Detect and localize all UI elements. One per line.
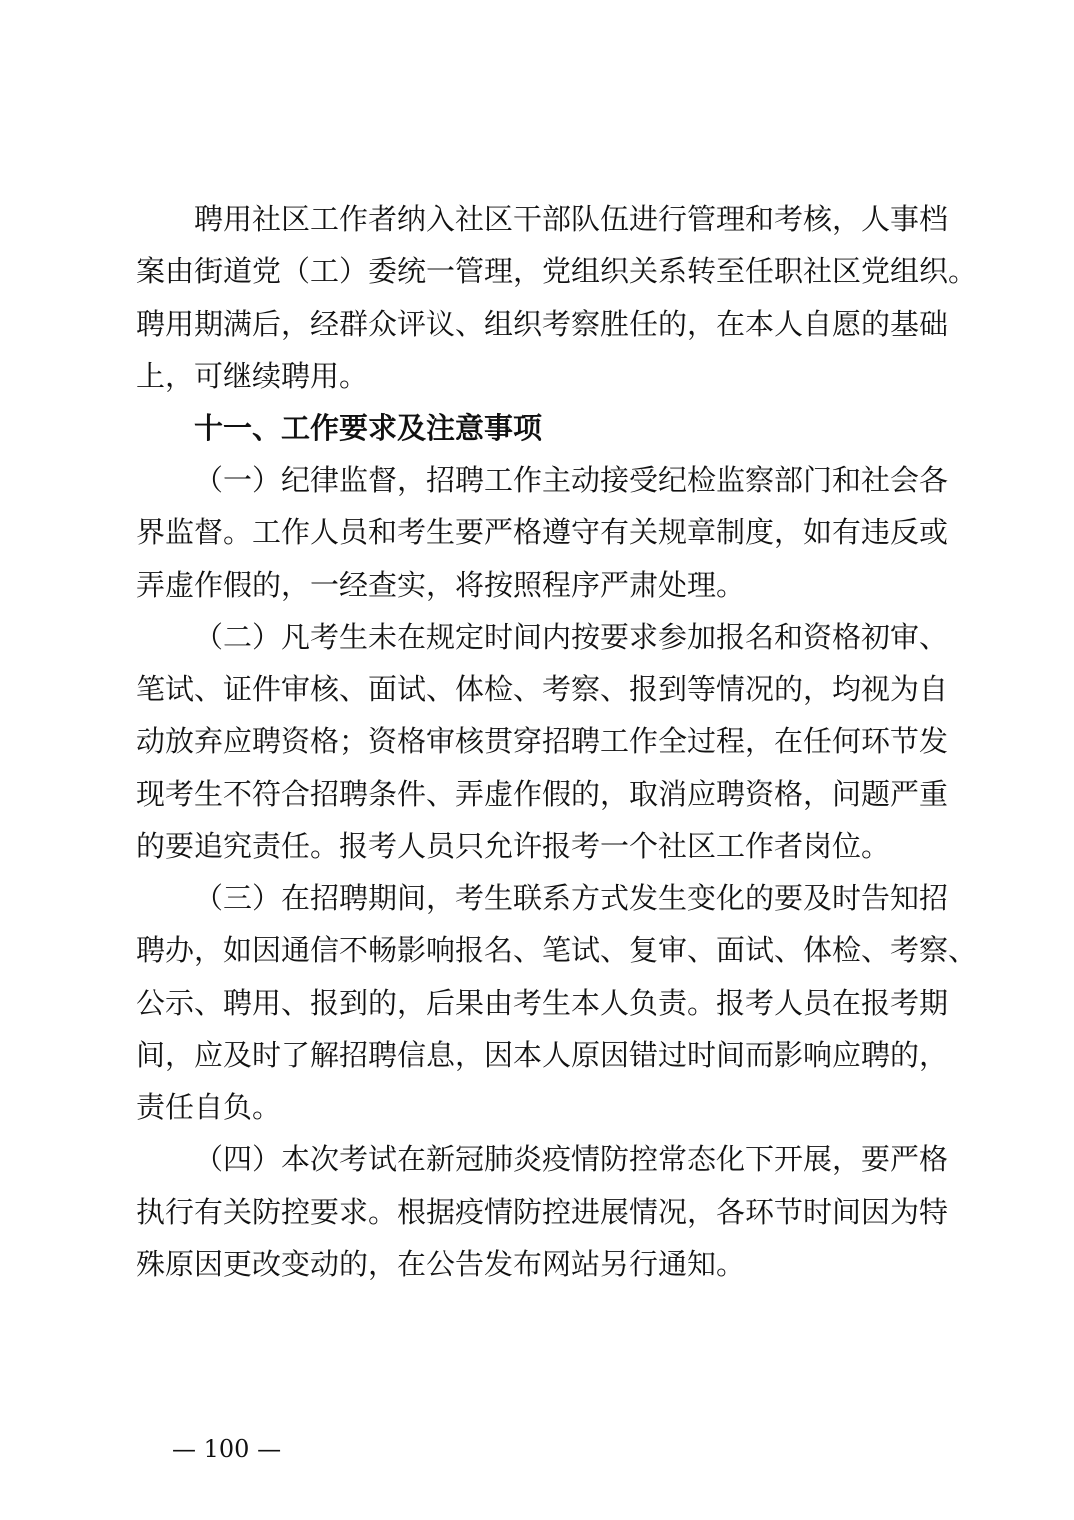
- item-2-line-4: 现考生不符合招聘条件、弄虚作假的，取消应聘资格，问题严重: [136, 777, 949, 811]
- item-2-line-3: 动放弃应聘资格；资格审核贯穿招聘工作全过程，在任何环节发: [136, 724, 949, 758]
- section-heading: 十一、工作要求及注意事项: [194, 411, 543, 445]
- paragraph-1-line-1: 聘用社区工作者纳入社区干部队伍进行管理和考核，人事档: [194, 202, 949, 236]
- item-1-line-2: 界监督。工作人员和考生要严格遵守有关规章制度，如有违反或: [136, 515, 949, 549]
- item-3-line-1: （三）在招聘期间，考生联系方式发生变化的要及时告知招: [194, 881, 949, 915]
- item-1-line-1: （一）纪律监督，招聘工作主动接受纪检监察部门和社会各: [194, 463, 949, 497]
- item-4-line-2: 执行有关防控要求。根据疫情防控进展情况，各环节时间因为特: [136, 1195, 949, 1229]
- item-3-line-2: 聘办，如因通信不畅影响报名、笔试、复审、面试、体检、考察、: [136, 933, 978, 967]
- item-3-line-4: 间，应及时了解招聘信息，因本人原因错过时间而影响应聘的，: [136, 1038, 949, 1072]
- item-4-line-3: 殊原因更改变动的，在公告发布网站另行通知。: [136, 1247, 746, 1281]
- item-2-line-5: 的要追究责任。报考人员只允许报考一个社区工作者岗位。: [136, 829, 891, 863]
- item-3-line-3: 公示、聘用、报到的，后果由考生本人负责。报考人员在报考期: [136, 986, 949, 1020]
- item-2-line-2: 笔试、证件审核、面试、体检、考察、报到等情况的，均视为自: [136, 672, 949, 706]
- paragraph-1-line-2: 案由街道党（工）委统一管理，党组织关系转至任职社区党组织。: [136, 254, 978, 288]
- item-4-line-1: （四）本次考试在新冠肺炎疫情防控常态化下开展，要严格: [194, 1142, 949, 1176]
- item-2-line-1: （二）凡考生未在规定时间内按要求参加报名和资格初审、: [194, 620, 949, 654]
- item-1-line-3: 弄虚作假的，一经查实，将按照程序严肃处理。: [136, 568, 746, 602]
- paragraph-1-line-4: 上，可继续聘用。: [136, 359, 369, 393]
- page-number: — 100 —: [172, 1435, 282, 1463]
- paragraph-1-line-3: 聘用期满后，经群众评议、组织考察胜任的，在本人自愿的基础: [136, 307, 949, 341]
- item-3-line-5: 责任自负。: [136, 1090, 282, 1124]
